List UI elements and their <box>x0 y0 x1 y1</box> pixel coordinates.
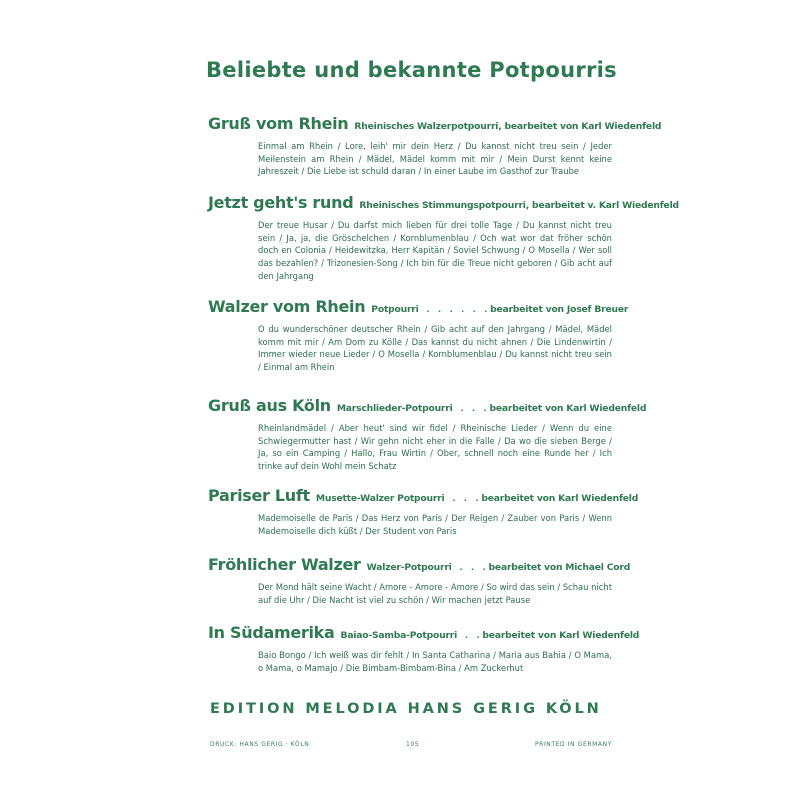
entry-heading <box>208 114 662 136</box>
entry-heading <box>208 555 631 577</box>
entry-title: Jetzt geht's rund <box>208 193 354 212</box>
entry-subtitle: Walzer-Potpourri <box>366 562 452 573</box>
entry-arranger: bearbeitet von Michael Cord <box>488 562 631 573</box>
entry-song-list: Der Mond hält seine Wacht / Amore - Amore - Amore / So wird das sein / Schau nicht auf die Uhr / Die Nacht ist viel zu schön / Wir machen jetzt Pause <box>258 582 612 605</box>
entry-leader-dots: . . <box>465 630 483 641</box>
entry-arranger: bearbeitet von Karl Wiedenfeld <box>481 493 639 504</box>
potpourri-entry <box>208 193 679 283</box>
entry-subtitle: Rheinisches Walzerpotpourri, bearbeitet von Karl Wiedenfeld <box>354 121 662 132</box>
entry-title: Pariser Luft <box>208 486 310 505</box>
entry-title: Fröhlicher Walzer <box>208 555 361 574</box>
entry-subtitle: Rheinisches Stimmungspotpourri, bearbeitet v. Karl Wiedenfeld <box>359 200 679 211</box>
publisher-edition: EDITION MELODIA HANS GERIG KÖLN <box>210 701 602 717</box>
entry-heading <box>208 396 647 418</box>
entry-title: Walzer vom Rhein <box>208 297 366 316</box>
entry-song-list: Mademoiselle de Paris / Das Herz von Paris / Der Reigen / Zauber von Paris / Wenn Mademoiselle dich küßt / Der Student von Paris <box>258 513 612 536</box>
potpourri-entry <box>208 486 639 537</box>
entry-leader-dots: . . . <box>452 493 482 504</box>
potpourri-entry <box>208 623 640 674</box>
entry-heading <box>208 486 639 508</box>
entry-song-list: Baio Bongo / Ich weiß was dir fehlt / In Santa Catharina / Maria aus Bahia / O Mama, o Mama, o Mamajo / Die Bimbam-Bimbam-Bina / Am Zuckerhut <box>258 650 612 673</box>
entry-title: Gruß aus Köln <box>208 396 331 415</box>
entry-heading <box>208 193 679 215</box>
potpourri-entry <box>208 555 631 606</box>
entry-subtitle: Marschlieder-Potpourri <box>336 403 453 414</box>
entry-subtitle: Potpourri <box>371 304 419 315</box>
entry-subtitle: Musette-Walzer Potpourri <box>315 493 445 504</box>
entry-song-list: Einmal am Rhein / Lore, leih' mir dein Herz / Du kannst nicht treu sein / Jeder Meilenstein am Rhein / Mädel, Mädel komm mit mir / Mein Durst kennt keine Jahreszeit / Die Liebe ist schuld daran / In einer Laube im Gasthof zur Traube <box>258 141 612 177</box>
page-number: 105 <box>406 741 420 748</box>
entry-heading <box>208 297 629 319</box>
page-title: Beliebte und bekannte Potpourris <box>206 58 617 82</box>
entry-arranger: bearbeitet von Karl Wiedenfeld <box>489 403 647 414</box>
entry-subtitle: Baiao-Samba-Potpourri <box>340 630 458 641</box>
entry-song-list: Rheinlandmädel / Aber heut' sind wir fidel / Rheinische Lieder / Wenn du eine Schwiegermutter hast / Wir gehn nicht eher in die Falle / Da wo die sieben Berge / Ja, so ein Camping / Hallo, Frau Wirtin / Ober, schnell noch eine Runde her / Ich trinke auf dein Wohl mein Schatz <box>258 423 612 472</box>
entry-song-list: Der treue Husar / Du darfst mich lieben für drei tolle Tage / Du kannst nicht treu sein / Ja, ja, die Gröschelchen / Kornblumenblau / Och wat wor dat fröher schön doch en Colonia / Heidewitzka, Herr Kapitän / Soviel Schwung / O Mosella / Wer soll das bezahlen? / Trizonesien-Song / Ich bin für die Treue nicht geboren / Gib acht auf den Jahrgang <box>258 220 612 281</box>
printer-credit: DRUCK: HANS GERIG · KÖLN <box>210 741 310 748</box>
entry-song-list: O du wunderschöner deutscher Rhein / Gib acht auf den Jahrgang / Mädel, Mädel komm mit mir / Am Dom zu Kölle / Das kannst du nicht ahnen / Die Lindenwirtin / Immer wieder neue Lieder / O Mosella / Kornblumenblau / Du kannst nicht treu sein / Einmal am Rhein <box>258 324 612 373</box>
entry-leader-dots: . . . <box>460 403 490 414</box>
entry-leader-dots: . . . <box>459 562 489 573</box>
potpourri-entry <box>208 396 647 473</box>
potpourri-entry <box>208 114 662 178</box>
entry-title: In Südamerika <box>208 623 335 642</box>
entry-heading <box>208 623 640 645</box>
entry-title: Gruß vom Rhein <box>208 114 349 133</box>
entry-arranger: bearbeitet von Josef Breuer <box>490 304 629 315</box>
potpourri-entry <box>208 297 629 374</box>
entry-leader-dots: . . . . . . <box>426 304 491 315</box>
entry-arranger: bearbeitet von Karl Wiedenfeld <box>482 630 640 641</box>
printed-in-note: PRINTED IN GERMANY <box>534 741 612 748</box>
